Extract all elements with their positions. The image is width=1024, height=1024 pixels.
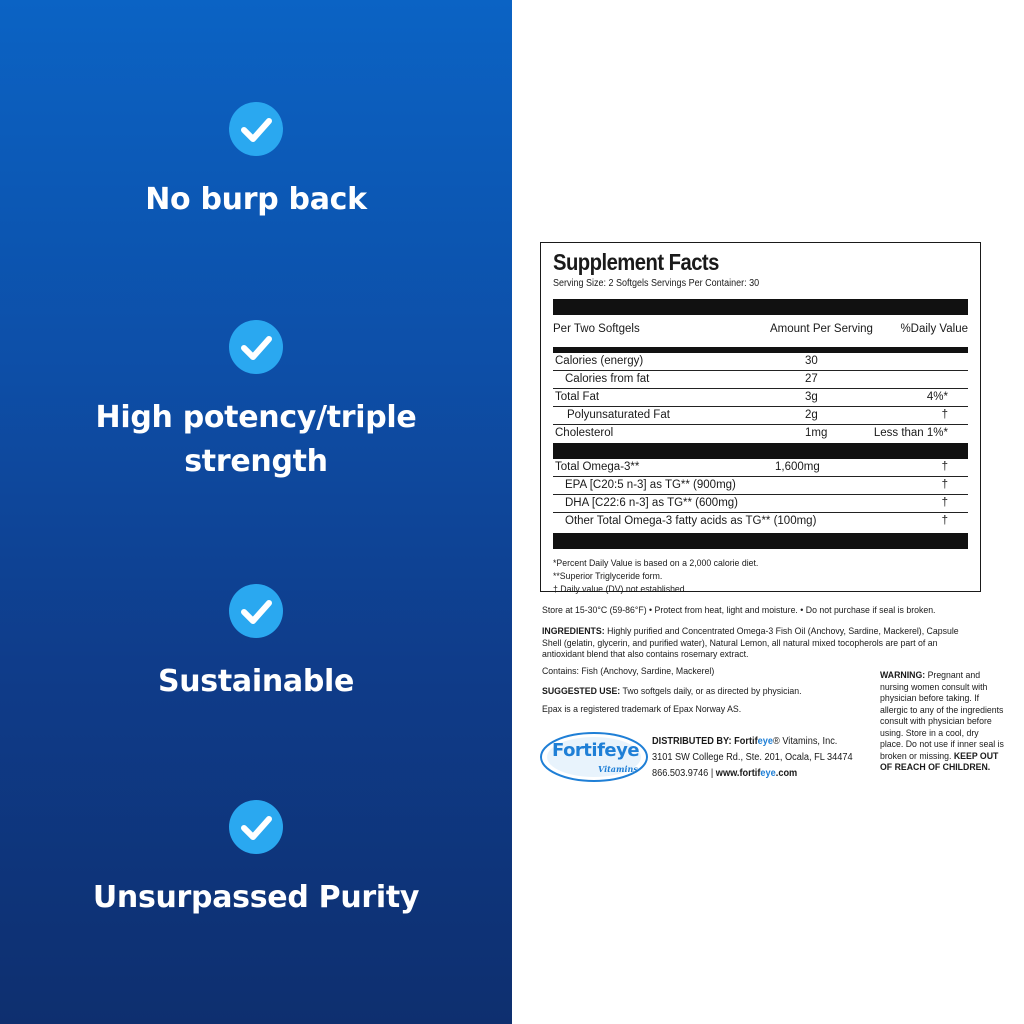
- nutrient-name: DHA [C22:6 n-3] as TG** (600mg): [565, 497, 738, 509]
- nutrient-amount: 2g: [805, 409, 818, 421]
- warning-title: WARNING:: [880, 670, 926, 681]
- distributor-phone: 866.503.9746 |: [652, 768, 716, 779]
- nutrient-name: Total Omega-3**: [555, 461, 640, 473]
- product-label-panel: [512, 0, 1024, 1024]
- divider-bar: [553, 443, 968, 459]
- serving-info: Serving Size: 2 Softgels Servings Per Container: 30: [553, 278, 760, 289]
- check-circle-icon: [229, 584, 283, 638]
- brand-logo: [538, 728, 650, 786]
- ingredients-text: Highly purified and Concentrated Omega-3 Fish Oil (Anchovy, Sardine, Mackerel), Capsule Shell (gelatin, glycerin, and purified water), Natural Lemon, all natural mixed tocopherols are part of an antioxidant blend that also contains rosemary extract.: [542, 626, 959, 660]
- facts-row: [553, 477, 968, 495]
- header-amount: Amount Per Serving: [770, 323, 873, 335]
- facts-title: Supplement Facts: [553, 249, 719, 275]
- facts-row: [553, 371, 968, 389]
- distributor-address: 3101 SW College Rd., Ste. 201, Ocala, FL 34474: [652, 752, 853, 763]
- check-circle-icon: [229, 800, 283, 854]
- nutrient-amount: 3g: [805, 391, 818, 403]
- suggested-text: Two softgels daily, or as directed by physician.: [620, 686, 802, 697]
- facts-row: [553, 425, 968, 443]
- storage-instructions: Store at 15-30°C (59-86°F) • Protect from heat, light and moisture. • Do not purchase if seal is broken.: [542, 605, 936, 616]
- benefit-label: Sustainable: [157, 664, 355, 699]
- benefit-label-line2: strength: [184, 444, 328, 479]
- distributor-info: [652, 734, 873, 782]
- distributor-contact: [652, 766, 873, 782]
- divider-bar: [553, 299, 968, 315]
- nutrient-name: EPA [C20:5 n-3] as TG** (900mg): [565, 479, 736, 491]
- distributor-brand-rest: ® Vitamins, Inc.: [772, 736, 838, 747]
- distributor-brand-a: Fortif: [734, 736, 758, 747]
- distributor-brand-b: eye: [757, 736, 773, 747]
- warning-keep-out: KEEP OUT OF REACH OF CHILDREN.: [880, 750, 999, 773]
- suggested-title: SUGGESTED USE:: [542, 686, 621, 697]
- nutrient-dv: †: [941, 461, 948, 473]
- nutrient-dv: †: [941, 497, 948, 509]
- nutrient-name: Cholesterol: [555, 427, 614, 439]
- footnote: **Superior Triglyceride form.: [553, 571, 663, 582]
- benefit-sustainable: [0, 584, 512, 704]
- nutrient-dv: Less than 1%*: [873, 427, 948, 439]
- supplement-facts-box: [540, 242, 981, 595]
- nutrient-dv: †: [941, 515, 948, 527]
- nutrient-amount: 1,600mg: [775, 461, 820, 473]
- ingredients-title: INGREDIENTS:: [542, 626, 605, 637]
- allergen-contains: Contains: Fish (Anchovy, Sardine, Mackerel): [542, 666, 715, 677]
- benefit-label: High potency/triple: [95, 400, 417, 435]
- facts-row: [553, 389, 968, 407]
- trademark-note: Epax is a registered trademark of Epax Norway AS.: [542, 704, 742, 715]
- distributor-web-a: www.fortif: [715, 768, 761, 779]
- ingredients: [542, 626, 974, 661]
- facts-header-row: [553, 315, 968, 347]
- logo-wordmark: Fortifeye: [552, 740, 640, 761]
- check-circle-icon: [229, 320, 283, 374]
- facts-footnotes: [553, 549, 935, 596]
- distributor-web-b: eye: [760, 768, 776, 779]
- benefit-label: Unsurpassed Purity: [92, 880, 420, 915]
- footnote: † Daily value (DV) not established.: [553, 584, 688, 595]
- footnote: *Percent Daily Value is based on a 2,000 calorie diet.: [553, 558, 759, 569]
- header-daily-value: %Daily Value: [900, 323, 968, 335]
- nutrient-dv: †: [941, 479, 948, 491]
- nutrient-dv: †: [941, 409, 948, 421]
- header-per-serving: Per Two Softgels: [553, 323, 640, 335]
- facts-row: [553, 353, 968, 371]
- nutrient-name: Polyunsaturated Fat: [567, 409, 670, 421]
- divider-bar: [553, 533, 968, 549]
- nutrient-dv: 4%*: [926, 391, 948, 403]
- benefit-no-burp: [0, 102, 512, 222]
- distributor-title: DISTRIBUTED BY:: [652, 736, 735, 747]
- nutrient-amount: 30: [805, 355, 818, 367]
- check-circle-icon: [229, 102, 283, 156]
- logo-subtitle: Vitamins: [598, 764, 638, 774]
- benefit-high-potency: [0, 320, 512, 484]
- nutrient-name: Other Total Omega-3 fatty acids as TG** (100mg): [565, 515, 817, 527]
- nutrient-amount: 1mg: [805, 427, 828, 439]
- nutrient-amount: 27: [805, 373, 818, 385]
- warning-text: [880, 670, 1004, 774]
- warning-body: Pregnant and nursing women consult with physician before taking. If allergic to any of the ingredients consult with physician before using. Store in a cool, dry place. Do not use if inner seal is broken or missing.: [880, 670, 1004, 762]
- facts-row: [553, 513, 968, 533]
- benefit-label: No burp back: [145, 182, 367, 217]
- suggested-use: [542, 686, 802, 698]
- nutrient-name: Total Fat: [555, 391, 600, 403]
- facts-row: [553, 495, 968, 513]
- distributor-web-c: .com: [775, 768, 798, 779]
- distributor-line: [652, 734, 873, 750]
- nutrient-name: Calories from fat: [565, 373, 650, 385]
- nutrient-name: Calories (energy): [555, 355, 644, 367]
- facts-row: [553, 407, 968, 425]
- facts-row: [553, 459, 968, 477]
- benefit-purity: [0, 800, 512, 920]
